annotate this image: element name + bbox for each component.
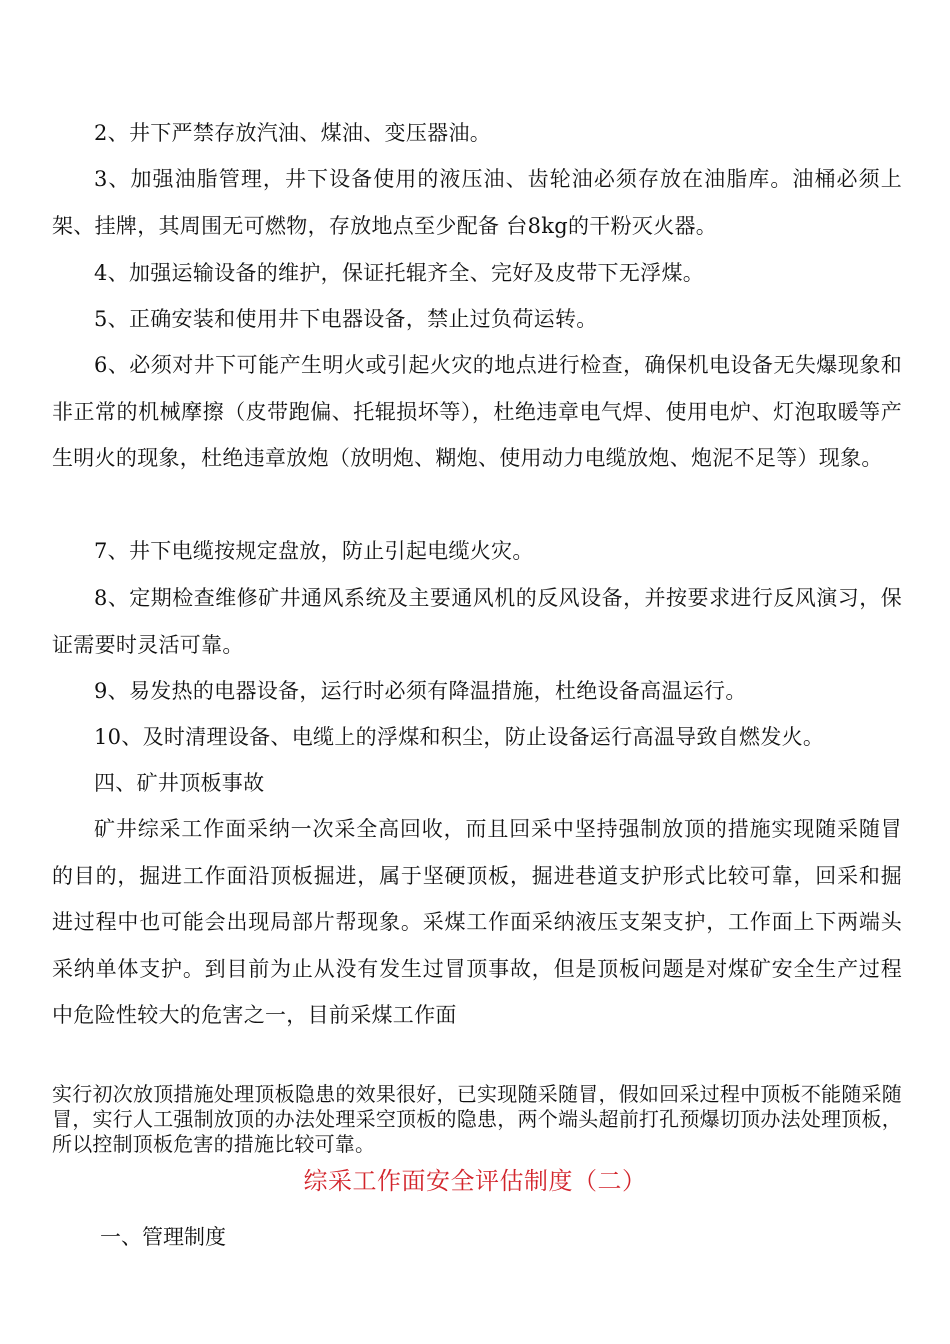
- item-5: 5、正确安装和使用井下电器设备，禁止过负荷运转。: [94, 307, 598, 331]
- item-10: 10、及时清理设备、电缆上的浮煤和积尘，防止设备运行高温导致自燃发火。: [94, 725, 825, 749]
- section-paragraph-roof-accident: 矿井综采工作面采纳一次采全高回收，而且回采中坚持强制放顶的措施实现随采随冒的目的，掘进工作面沿顶板掘进，属于坚硬顶板，掘进巷道支护形式比较可靠，回采和掘进过程中也可能会出现局部片帮现象。采煤工作面采纳液压支架支护，工作面上下两端头采纳单体支护。到目前为止从没有发生过冒顶事故，但是顶板问题是对煤矿安全生产过程中危险性较大的危害之一，目前采煤工作面: [52, 817, 902, 1027]
- item-6: 6、必须对井下可能产生明火或引起火灾的地点进行检查，确保机电设备无失爆现象和非正常的机械摩擦（皮带跑偏、托辊损坏等），杜绝违章电气焊、使用电炉、灯泡取暖等产生明火的现象，杜绝违章放炮（放明炮、糊炮、使用动力电缆放炮、炮泥不足等）现象。: [52, 353, 902, 470]
- item-2: 2、井下严禁存放汽油、煤油、变压器油。: [94, 121, 492, 145]
- section-heading-management: 一、管理制度: [100, 1225, 226, 1249]
- continuation-paragraph: 实行初次放顶措施处理顶板隐患的效果很好，已实现随采随冒，假如回采过程中顶板不能随采随冒，实行人工强制放顶的办法处理采空顶板的隐患，两个端头超前打孔预爆切顶办法处理顶板，所以控制顶板危害的措施比较可靠。: [52, 1082, 902, 1156]
- item-4: 4、加强运输设备的维护，保证托辊齐全、完好及皮带下无浮煤。: [94, 261, 705, 285]
- item-8: 8、定期检查维修矿井通风系统及主要通风机的反风设备，并按要求进行反风演习，保证需要时灵活可靠。: [52, 586, 902, 657]
- item-7: 7、井下电缆按规定盘放，防止引起电缆火灾。: [94, 539, 534, 563]
- section-heading-roof-accident: 四、矿井顶板事故: [94, 771, 265, 795]
- document-title: 综采工作面安全评估制度（二）: [303, 1167, 647, 1195]
- item-9: 9、易发热的电器设备，运行时必须有降温措施，杜绝设备高温运行。: [94, 679, 747, 703]
- item-3: 3、加强油脂管理，井下设备使用的液压油、齿轮油必须存放在油脂库。油桶必须上架、挂牌，其周围无可燃物，存放地点至少配备 台8kg的干粉灭火器。: [52, 167, 902, 238]
